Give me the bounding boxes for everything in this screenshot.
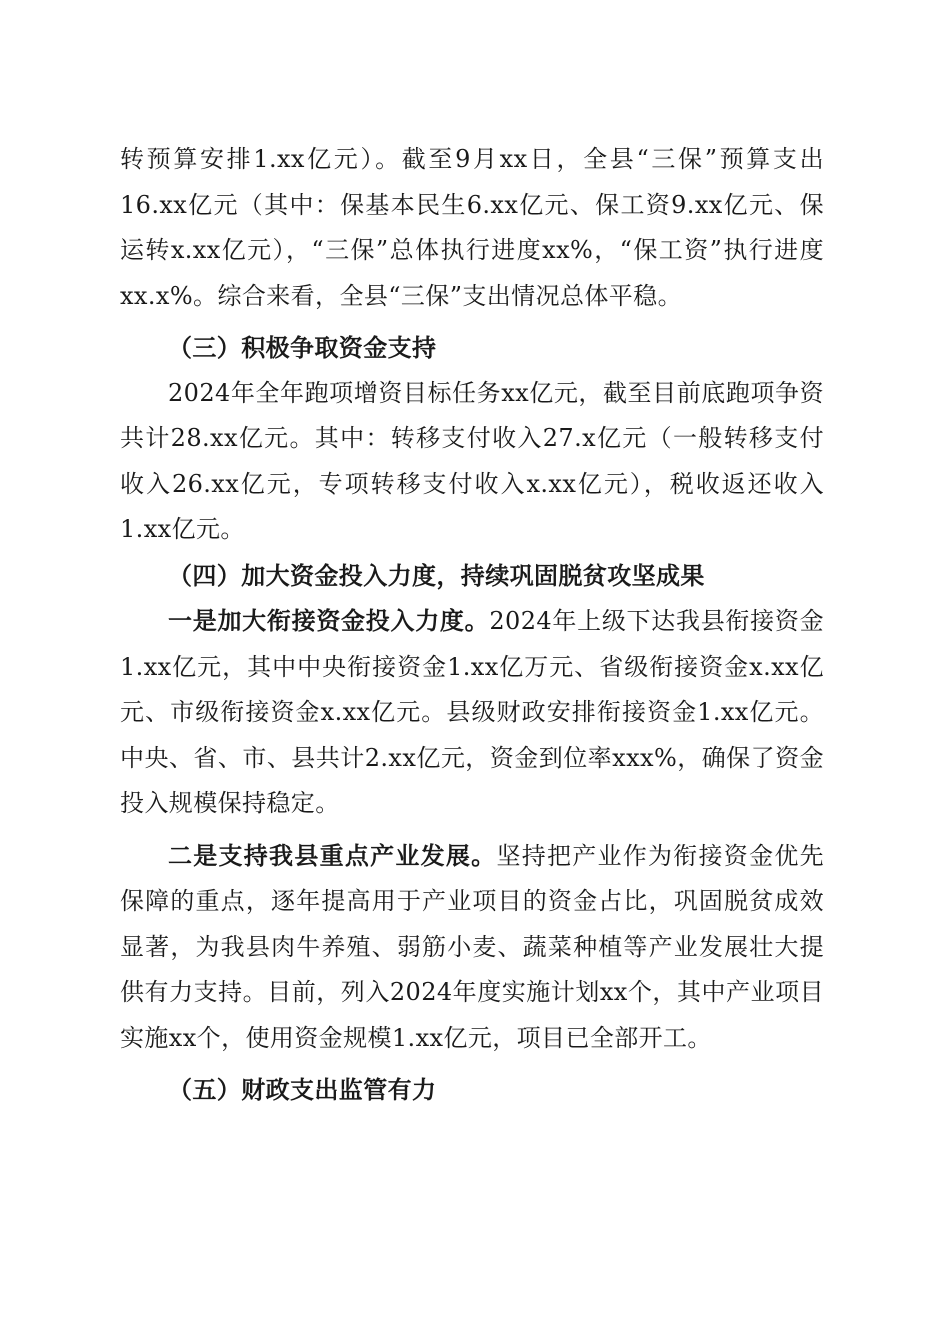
- section-heading-4: （四）加大资金投入力度，持续巩固脱贫攻坚成果: [168, 560, 705, 590]
- section-heading-5: （五）财政支出监管有力: [168, 1075, 437, 1104]
- paragraph-continuation: 转预算安排1.xx亿元）。截至9月xx日，全县“三保”预算支出16.xx亿元（其中：保基本民生6.xx亿元、保工资9.xx亿元、保运转x.xx亿元），“三保”总体执行进度xx%，“保工资”执行进度xx.x%。综合来看，全县“三保”支出情况总体平稳。: [120, 145, 824, 310]
- paragraph-text: 2024年上级下达我县衔接资金1.xx亿元，其中中央衔接资金1.xx亿万元、省级衔接资金x.xx亿元、市级衔接资金x.xx亿元。县级财政安排衔接资金1.xx亿元。中央、省、市、县共计2.xx亿元，资金到位率xxx%，确保了资金投入规模保持稳定。: [120, 607, 825, 817]
- paragraph-investment: [120, 598, 824, 827]
- paragraph-text: 坚持把产业作为衔接资金优先保障的重点，逐年提高用于产业项目的资金占比，巩固脱贫成效显著，为我县肉牛养殖、弱筋小麦、蔬菜种植等产业发展壮大提供有力支持。目前，列入2024年度实施计划xx个，其中产业项目实施xx个，使用资金规模1.xx亿元，项目已全部开工。: [120, 841, 825, 1052]
- document-body: [120, 137, 824, 1113]
- paragraph-funding: 2024年全年跑项增资目标任务xx亿元，截至目前底跑项争资共计28.xx亿元。其中：转移支付收入27.x亿元（一般转移支付收入26.xx亿元，专项转移支付收入x.xx亿元），税收返还收入1.xx亿元。: [120, 378, 824, 543]
- paragraph-industry: [120, 833, 824, 1062]
- paragraph-lead: 二是支持我县重点产业发展。: [168, 840, 497, 870]
- paragraph-lead: 一是加大衔接资金投入力度。: [168, 606, 490, 635]
- section-heading-3: （三）积极争取资金支持: [168, 333, 437, 362]
